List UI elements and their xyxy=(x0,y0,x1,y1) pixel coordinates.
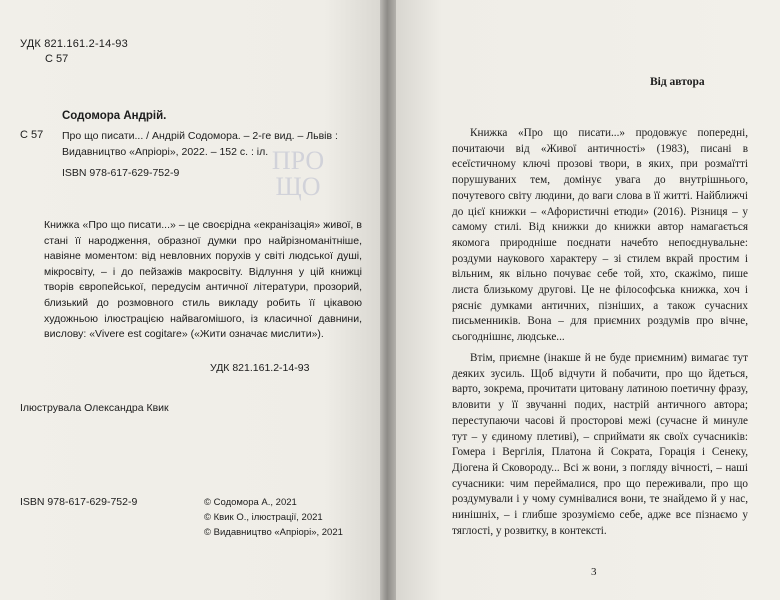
isbn-catalog: ISBN 978-617-629-752-9 xyxy=(62,167,180,179)
isbn-bottom: ISBN 978-617-629-752-9 xyxy=(20,496,138,508)
udk-code-top: УДК 821.161.2-14-93 xyxy=(20,38,128,50)
author-mark-top: С 57 xyxy=(45,53,69,65)
bleed-through-watermark: ПРО ЩО xyxy=(271,146,325,201)
book-annotation: Книжка «Про що писати...» – це своєрідна «екранізація» живої, в стані її народження, образної думки про найрізноманітніше, навіяне моментом: від невловних поруxів у світі людської душі, мікросвіту, – і до пейзажів макросвіту. Відлуння у цій книжці творів європейської, передусім античної літератури, прозорий, близький до розмовного стиль викладу робить її цікавою художньою ілюстрацією найвагомішого, із класичної давнини, вислову: «Vivere est cogitare» («Жити означає мислити»). xyxy=(44,219,362,341)
author-mark-left: С 57 xyxy=(20,129,44,141)
copyright-block xyxy=(204,495,343,540)
book-gutter xyxy=(380,0,396,600)
catalog-author: Содомора Андрій. xyxy=(62,110,167,122)
copyright-line: © Содомора А., 2021 xyxy=(204,497,297,508)
udk-code-bottom: УДК 821.161.2-14-93 xyxy=(210,362,310,374)
body-paragraph: Книжка «Про що писати...» продовжує попередні, почитаючи від «Живої античності» (1983), писані в есеїстичному ключі прозові твори, в яких, при розмаїтті порушуваних тем, домінує увага до внутрішнього, почутевого світу людини, до ваги слова в її житті. Найближчі до цієї книжки – «Афористичні етюди» (2016). Різниця – у самому стилі. Від книжки до книжки автор намагається якомога природніше поєднати начебто непоєднувальне: роздуми наукового характеру – зі стилем вкрай простим і вільним, як вільно почуває себе той, хто, скажімо, пише листа близькому другові. Це не філософська книжка, хоч і рясніє думками античних, пізніших, а також сучасних письменників. Вона – для приємних роздумів про вічне, сьогоднішнє, людське... xyxy=(452,127,748,344)
copyright-line: © Квик О., ілюстрації, 2021 xyxy=(204,512,323,523)
body-paragraph: Втім, приємне (інакше й не буде приємним) вимагає тут деяких зусиль. Щоб відчути й побачити, про що йдеться, варто, зокрема, прочитати цитовану латиною поетичну фразу, вловити у її звучанні подих, настрій античного автора; переступаючи часові й просторові межі (сучасне й минуле тут – у єдиному плетиві), – сприймати як своїх сучасників: Гомера і Вергілія, Платона й Сократа, Горація і Сенеку, Діогена й Сковороду... Всі ж вони, з погляду вічності, – наші сучасники: чим переймалися, про що переживали, про що роздумували і у чому сумнівалися вони, те знайдемо й у нас, нинішніх, – і глибше зрозуміємо себе, адже все пізнаємо у тяглості, у розвитку, в контексті. xyxy=(452,352,748,537)
catalog-entry: Про що писати... / Андрій Содомора. – 2-ге вид. – Львів : Видавництво «Апріорі», 2022. – 152 с. : іл. xyxy=(62,130,338,158)
illustrator-credit: Ілюструвала Олександра Квик xyxy=(20,402,169,414)
section-title: Від автора xyxy=(650,76,705,88)
page-number: 3 xyxy=(591,566,597,578)
copyright-line: © Видавництво «Апріорі», 2021 xyxy=(204,527,343,538)
